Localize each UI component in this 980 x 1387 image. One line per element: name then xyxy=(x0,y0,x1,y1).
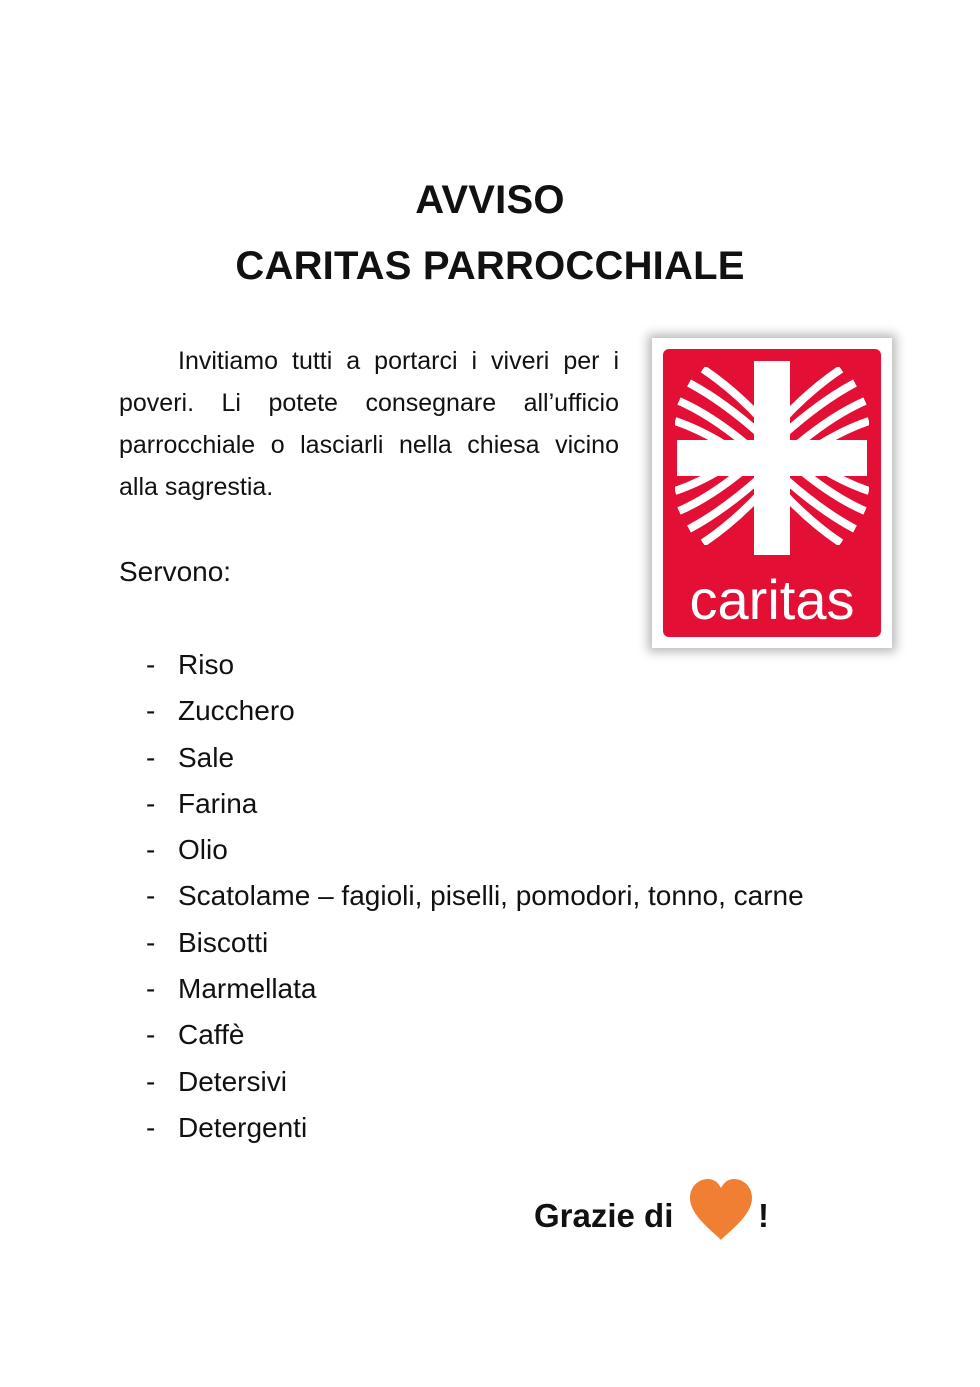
list-item-label: Detergenti xyxy=(178,1111,308,1143)
caritas-logo xyxy=(652,338,892,648)
bullet-dash: - xyxy=(146,695,156,727)
caritas-cross-icon xyxy=(663,349,881,637)
bullet-dash: - xyxy=(146,926,156,958)
list-item-label: Biscotti xyxy=(178,926,269,958)
bullet-dash: - xyxy=(146,741,156,773)
thanks-text: Grazie di xyxy=(534,1197,674,1234)
bullet-dash: - xyxy=(146,834,156,866)
intro-paragraph: Invitiamo tutti a portarci i viveri per i poveri. Li potete consegnare all’ufficio parrocchiale o lasciarli nella chiesa vicino alla sagrestia. xyxy=(119,347,619,501)
bullet-dash: - xyxy=(146,1111,156,1143)
list-item xyxy=(146,966,804,1012)
list-item-label: Farina xyxy=(178,787,258,819)
list-item xyxy=(146,1105,804,1151)
heart-icon xyxy=(688,1178,754,1242)
list-item-label: Riso xyxy=(178,649,235,680)
list-item-label: Zucchero xyxy=(178,695,295,727)
needs-list xyxy=(146,642,804,1151)
list-item xyxy=(146,873,804,919)
exclamation-mark: ! xyxy=(758,1197,769,1234)
bullet-dash: - xyxy=(146,973,156,1005)
logo-cross-horizontal xyxy=(677,440,867,476)
bullet-dash: - xyxy=(146,1019,156,1051)
list-item-label: Marmellata xyxy=(178,973,317,1005)
list-item xyxy=(146,781,804,827)
notice-subtitle: CARITAS PARROCCHIALE xyxy=(235,244,745,288)
list-item xyxy=(146,642,804,688)
list-item-label: Olio xyxy=(178,834,228,866)
needs-heading: Servono: xyxy=(119,556,232,587)
list-item-label: Scatolame – fagioli, piselli, pomodori, tonno, carne xyxy=(178,880,804,912)
list-item xyxy=(146,920,804,966)
list-item-label: Detersivi xyxy=(178,1065,287,1097)
list-item xyxy=(146,827,804,873)
notice-title: AVVISO xyxy=(415,178,565,222)
bullet-dash: - xyxy=(146,649,156,680)
list-item xyxy=(146,1059,804,1105)
bullet-dash: - xyxy=(146,787,156,819)
logo-wordmark: caritas xyxy=(689,568,855,631)
list-item xyxy=(146,1012,804,1058)
list-item-label: Sale xyxy=(178,741,235,773)
list-item xyxy=(146,688,804,734)
bullet-dash: - xyxy=(146,880,156,912)
bullet-dash: - xyxy=(146,1065,156,1097)
list-item-label: Caffè xyxy=(178,1019,245,1051)
list-item xyxy=(146,735,804,781)
